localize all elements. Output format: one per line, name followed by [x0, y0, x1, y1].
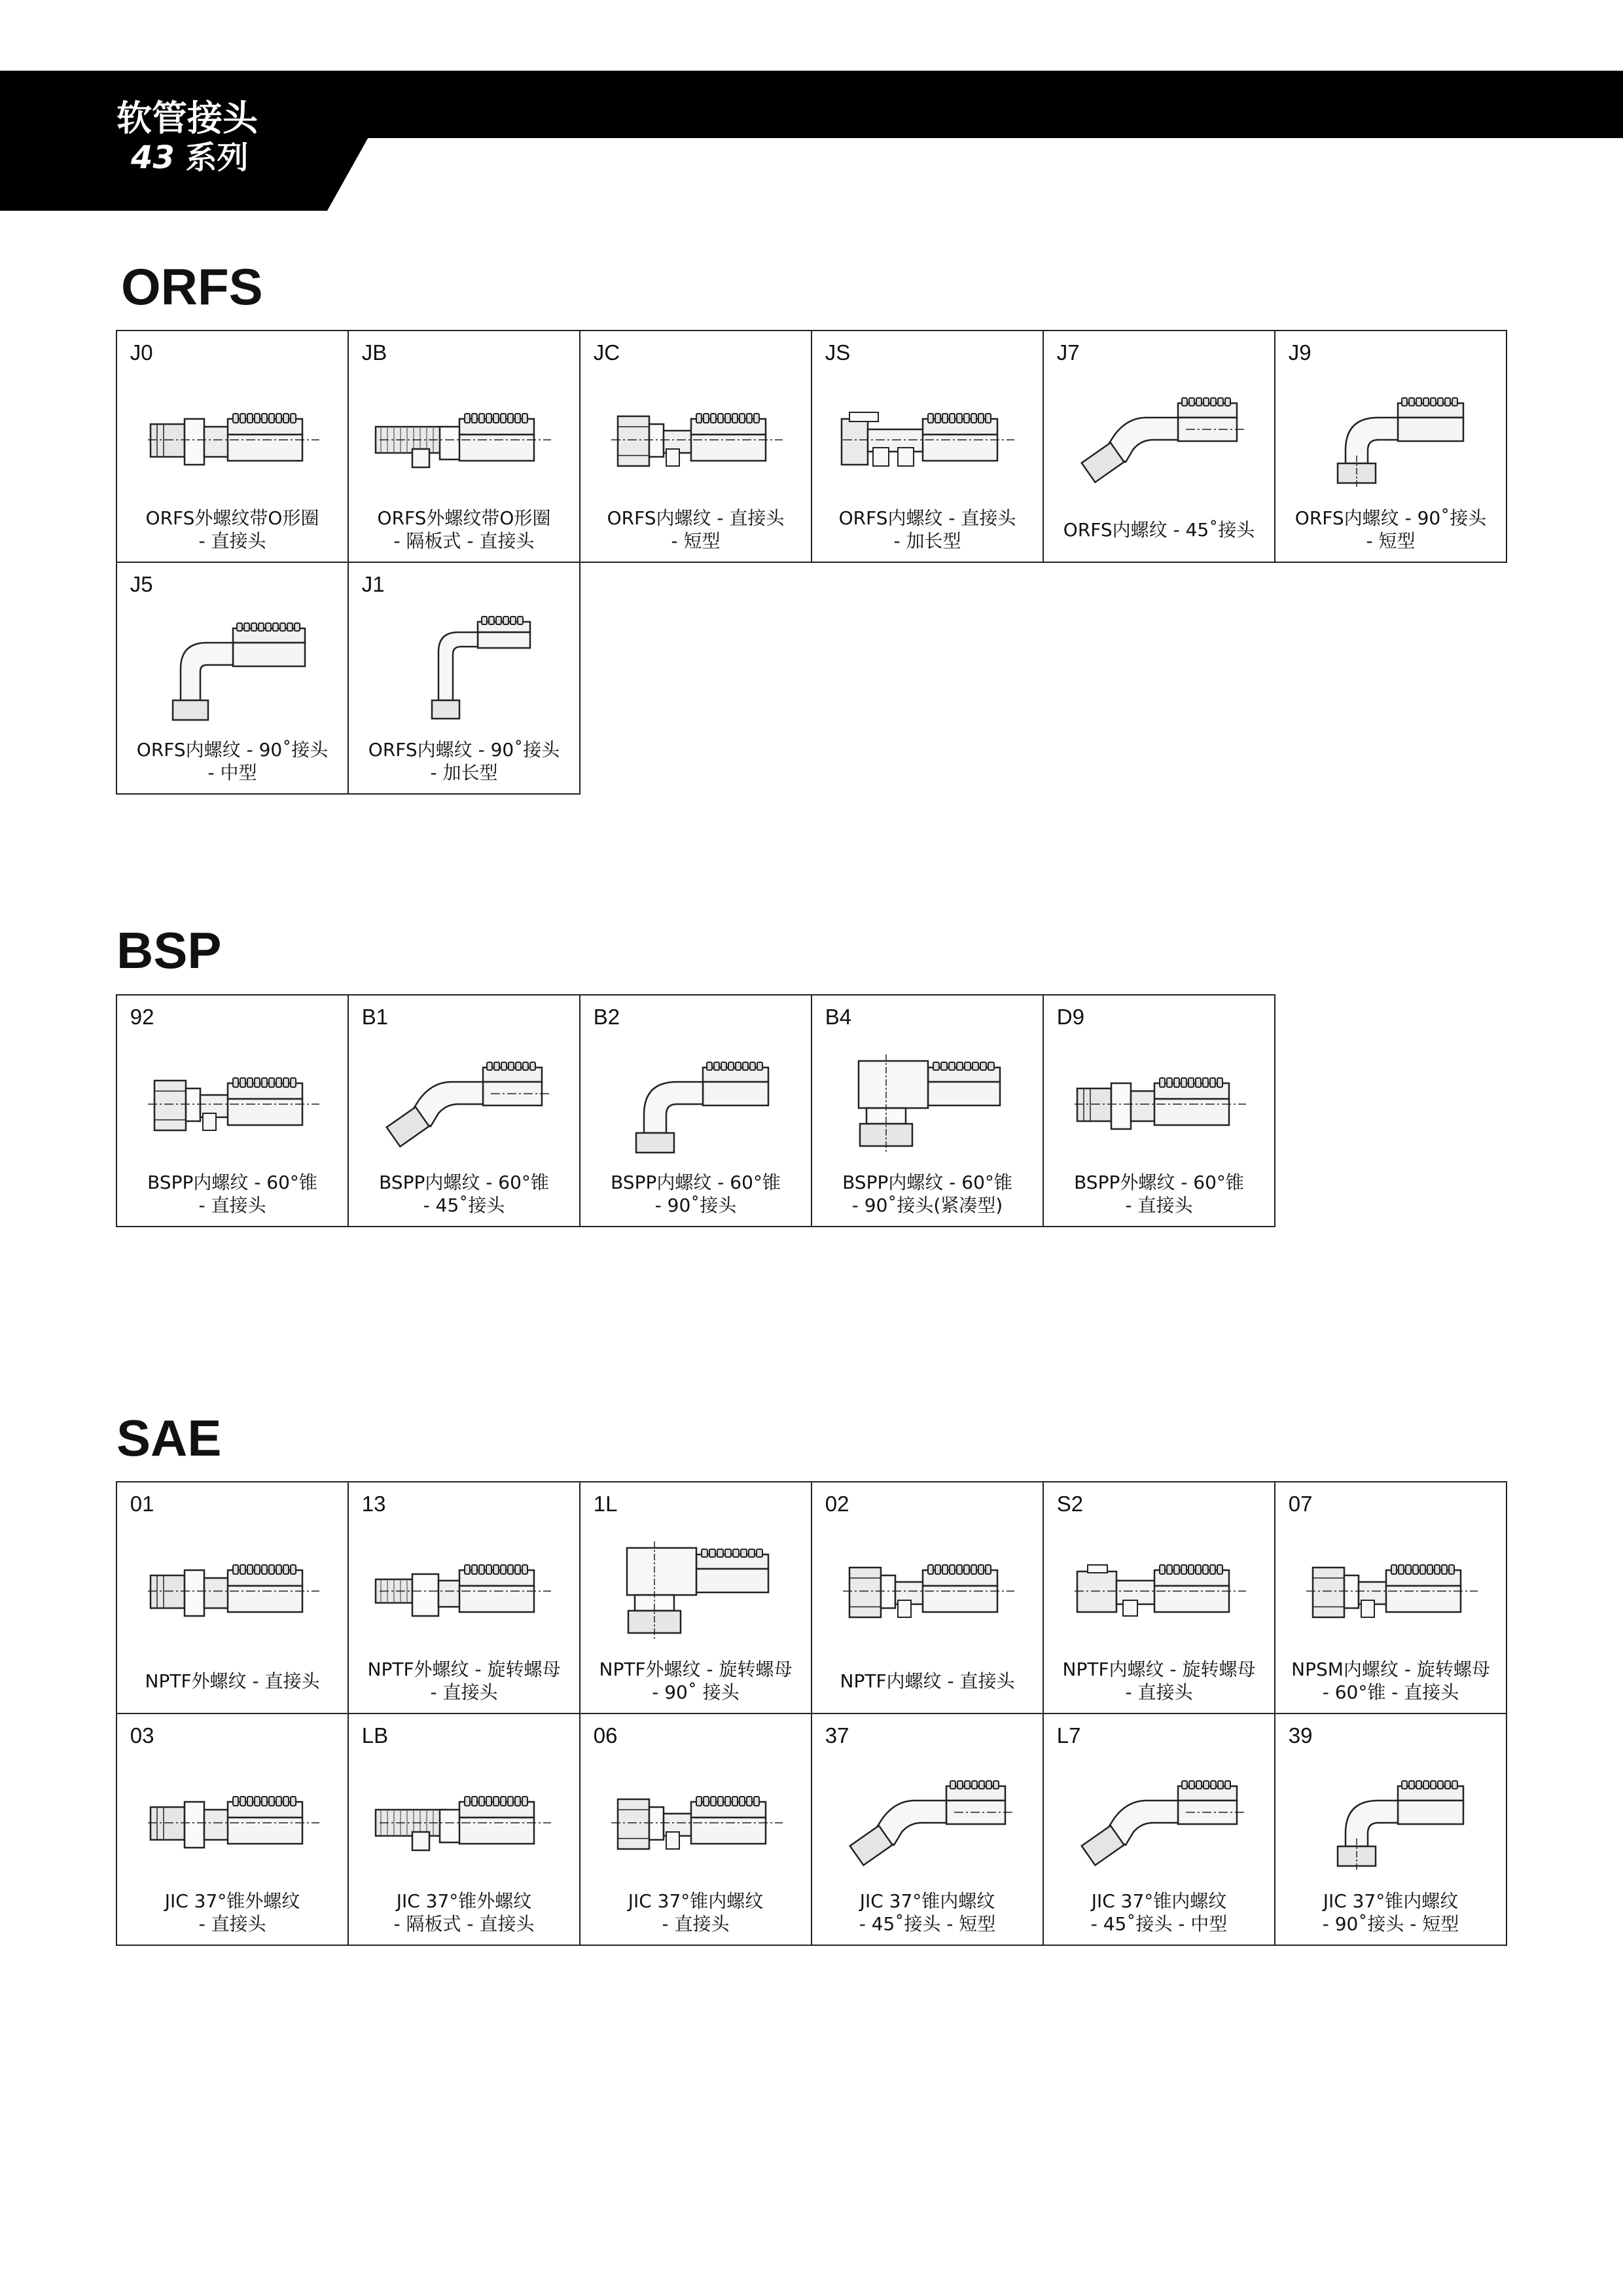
product-cell-jc — [579, 330, 813, 564]
caption-line-1: ORFS外螺纹带O形圈 — [145, 507, 319, 529]
header-bar — [0, 0, 1623, 216]
catalog-grid-orfs — [116, 331, 1507, 794]
product-code: 13 — [361, 1491, 386, 1516]
product-code: J1 — [361, 571, 385, 596]
product-caption — [1048, 1886, 1271, 1939]
elbow-90-long-fitting-icon — [366, 609, 563, 726]
product-caption — [353, 734, 576, 788]
caption-line-2: - 短型 — [1366, 530, 1416, 552]
caption-line-2: - 直接头 — [198, 1194, 266, 1217]
series-subtitle — [131, 139, 249, 177]
product-code: 01 — [130, 1491, 154, 1516]
straight-male-fitting-icon — [135, 1760, 331, 1878]
product-code: 92 — [130, 1004, 154, 1029]
product-caption — [584, 503, 808, 556]
caption-line-2: - 90˚接头 - 短型 — [1322, 1913, 1459, 1935]
series-number: 43 — [131, 139, 175, 176]
product-cell-j0 — [116, 330, 349, 564]
product-code: 07 — [1288, 1491, 1313, 1516]
product-cell-03 — [116, 1713, 349, 1946]
caption-line-2: - 中型 — [207, 762, 257, 784]
product-cell-l7 — [1043, 1713, 1276, 1946]
product-cell-j9 — [1274, 330, 1508, 564]
caption-line-1: BSPP内螺纹 - 60°锥 — [842, 1172, 1012, 1194]
caption-line-2: - 45˚接头 - 中型 — [1090, 1913, 1228, 1935]
caption-line-1: NPTF内螺纹 - 直接头 — [840, 1670, 1015, 1692]
caption-line-1: BSPP内螺纹 - 60°锥 — [147, 1172, 317, 1194]
product-caption — [121, 1167, 344, 1221]
product-cell-b2 — [579, 994, 813, 1228]
product-caption — [353, 1886, 576, 1939]
product-cell-37 — [811, 1713, 1044, 1946]
section-title-sae: SAE — [116, 1409, 222, 1467]
straight-female-fitting-icon — [598, 377, 794, 495]
elbow-45-fitting-icon — [830, 1760, 1026, 1878]
caption-line-2: - 45˚接头 — [423, 1194, 505, 1217]
elbow-45-fitting-icon — [366, 1041, 563, 1159]
caption-line-2: - 直接头 — [198, 1913, 266, 1935]
product-code: 39 — [1288, 1723, 1313, 1748]
caption-line-1: JIC 37°锥外螺纹 — [396, 1890, 532, 1912]
product-caption — [816, 1167, 1039, 1221]
section-title-bsp: BSP — [116, 922, 222, 979]
product-caption — [816, 1886, 1039, 1939]
caption-line-2: - 90˚ 接头 — [652, 1681, 740, 1704]
caption-line-1: JIC 37°锥内螺纹 — [859, 1890, 995, 1912]
product-caption — [816, 1654, 1039, 1708]
product-code: JC — [593, 340, 620, 365]
catalog-grid-sae — [116, 1482, 1507, 1945]
product-caption — [121, 1654, 344, 1708]
product-code: J5 — [130, 571, 153, 596]
product-code: JS — [825, 340, 851, 365]
caption-line-1: NPSM内螺纹 - 旋转螺母 — [1291, 1659, 1490, 1681]
product-code: J9 — [1288, 340, 1311, 365]
elbow-90-compact-fitting-icon — [598, 1528, 794, 1646]
product-caption — [353, 503, 576, 556]
elbow-90-short-fitting-icon — [1293, 1760, 1489, 1878]
product-caption — [1279, 1886, 1503, 1939]
caption-line-2: - 直接头 — [198, 530, 266, 552]
caption-line-1: JIC 37°锥内螺纹 — [1323, 1890, 1459, 1912]
product-caption — [1279, 1654, 1503, 1708]
product-code: 06 — [593, 1723, 618, 1748]
section-title-orfs: ORFS — [121, 258, 263, 315]
caption-line-1: ORFS内螺纹 - 90˚接头 — [368, 739, 560, 761]
product-cell-j1 — [348, 562, 581, 795]
caption-line-1: JIC 37°锥内螺纹 — [1091, 1890, 1227, 1912]
caption-line-1: NPTF外螺纹 - 旋转螺母 — [367, 1659, 561, 1681]
page-title: 软管接头 — [116, 98, 258, 139]
product-code: LB — [361, 1723, 389, 1748]
product-code: J0 — [130, 340, 153, 365]
caption-line-2: - 90˚接头 — [654, 1194, 737, 1217]
swivel-female-fitting-icon — [1061, 1528, 1258, 1646]
product-cell-s2 — [1043, 1481, 1276, 1715]
product-cell-j5 — [116, 562, 349, 795]
caption-line-1: BSPP外螺纹 - 60°锥 — [1074, 1172, 1244, 1194]
swivel-male-fitting-icon — [366, 1528, 563, 1646]
straight-female-fitting-icon — [135, 1041, 331, 1159]
bulkhead-male-fitting-icon — [366, 1760, 563, 1878]
elbow-45-fitting-icon — [1061, 377, 1258, 495]
caption-line-1: ORFS内螺纹 - 45˚接头 — [1063, 518, 1255, 541]
product-cell-92 — [116, 994, 349, 1228]
caption-line-1: ORFS内螺纹 - 直接头 — [838, 507, 1016, 529]
product-caption — [121, 1886, 344, 1939]
straight-female-fitting-icon — [1293, 1528, 1489, 1646]
product-caption — [1048, 1167, 1271, 1221]
caption-line-1: JIC 37°锥内螺纹 — [628, 1890, 764, 1912]
product-caption — [1048, 503, 1271, 556]
caption-line-2: - 加长型 — [893, 530, 961, 552]
caption-line-2: - 45˚接头 - 短型 — [859, 1913, 996, 1935]
product-cell-06 — [579, 1713, 813, 1946]
product-cell-d9 — [1043, 994, 1276, 1228]
caption-line-2: - 直接头 — [1125, 1681, 1193, 1704]
catalog-grid-bsp — [116, 995, 1507, 1227]
product-code: B4 — [825, 1004, 852, 1029]
caption-line-2: - 短型 — [671, 530, 721, 552]
product-caption — [584, 1167, 808, 1221]
elbow-45-fitting-icon — [1061, 1760, 1258, 1878]
product-cell-js — [811, 330, 1044, 564]
caption-line-2: - 直接头 — [662, 1913, 730, 1935]
product-code: JB — [361, 340, 387, 365]
product-caption — [353, 1654, 576, 1708]
caption-line-1: BSPP内螺纹 - 60°锥 — [611, 1172, 781, 1194]
product-code: 03 — [130, 1723, 154, 1748]
bulkhead-male-fitting-icon — [366, 377, 563, 495]
product-code: S2 — [1056, 1491, 1084, 1516]
straight-female-long-fitting-icon — [830, 377, 1026, 495]
caption-line-2: - 直接头 — [1125, 1194, 1193, 1217]
caption-line-1: JIC 37°锥外螺纹 — [164, 1890, 300, 1912]
product-code: 37 — [825, 1723, 849, 1748]
caption-line-1: NPTF外螺纹 - 旋转螺母 — [599, 1659, 793, 1681]
caption-line-1: NPTF内螺纹 - 旋转螺母 — [1062, 1659, 1256, 1681]
product-caption — [121, 734, 344, 788]
product-cell-07 — [1274, 1481, 1508, 1715]
straight-female-fitting-icon — [598, 1760, 794, 1878]
product-caption — [816, 503, 1039, 556]
caption-line-2: - 隔板式 - 直接头 — [393, 530, 535, 552]
caption-line-1: BSPP内螺纹 - 60°锥 — [379, 1172, 549, 1194]
product-code: 02 — [825, 1491, 849, 1516]
elbow-90-short-fitting-icon — [1293, 377, 1489, 495]
product-cell-13 — [348, 1481, 581, 1715]
elbow-90-medium-fitting-icon — [135, 609, 331, 726]
product-caption — [584, 1886, 808, 1939]
caption-line-2: - 60°锥 - 直接头 — [1322, 1681, 1459, 1704]
straight-male-fitting-icon — [1061, 1041, 1258, 1159]
caption-line-2: - 隔板式 - 直接头 — [393, 1913, 535, 1935]
product-caption — [1279, 503, 1503, 556]
caption-line-1: NPTF外螺纹 - 直接头 — [145, 1670, 320, 1692]
product-cell-39 — [1274, 1713, 1508, 1946]
product-code: L7 — [1056, 1723, 1081, 1748]
straight-male-fitting-icon — [135, 1528, 331, 1646]
caption-line-2: - 加长型 — [430, 762, 498, 784]
caption-line-1: ORFS外螺纹带O形圈 — [377, 507, 551, 529]
elbow-90-compact-fitting-icon — [830, 1041, 1026, 1159]
product-cell-01 — [116, 1481, 349, 1715]
product-code: 1L — [593, 1491, 618, 1516]
caption-line-1: ORFS内螺纹 - 90˚接头 — [136, 739, 329, 761]
product-code: B2 — [593, 1004, 620, 1029]
product-caption — [584, 1654, 808, 1708]
caption-line-2: - 90˚接头(紧凑型) — [851, 1194, 1003, 1217]
product-cell-j7 — [1043, 330, 1276, 564]
product-caption — [121, 503, 344, 556]
product-code: B1 — [361, 1004, 389, 1029]
series-label: 系列 — [174, 139, 249, 176]
caption-line-1: ORFS内螺纹 - 直接头 — [607, 507, 785, 529]
product-cell-jb — [348, 330, 581, 564]
caption-line-1: ORFS内螺纹 - 90˚接头 — [1294, 507, 1487, 529]
product-cell-02 — [811, 1481, 1044, 1715]
product-cell-1l — [579, 1481, 813, 1715]
caption-line-2: - 直接头 — [430, 1681, 498, 1704]
product-cell-b1 — [348, 994, 581, 1228]
product-caption — [353, 1167, 576, 1221]
product-code: D9 — [1056, 1004, 1084, 1029]
product-cell-lb — [348, 1713, 581, 1946]
straight-female-fitting-icon — [830, 1528, 1026, 1646]
straight-male-fitting-icon — [135, 377, 331, 495]
product-code: J7 — [1056, 340, 1080, 365]
product-caption — [1048, 1654, 1271, 1708]
product-cell-b4 — [811, 994, 1044, 1228]
elbow-90-fitting-icon — [598, 1041, 794, 1159]
